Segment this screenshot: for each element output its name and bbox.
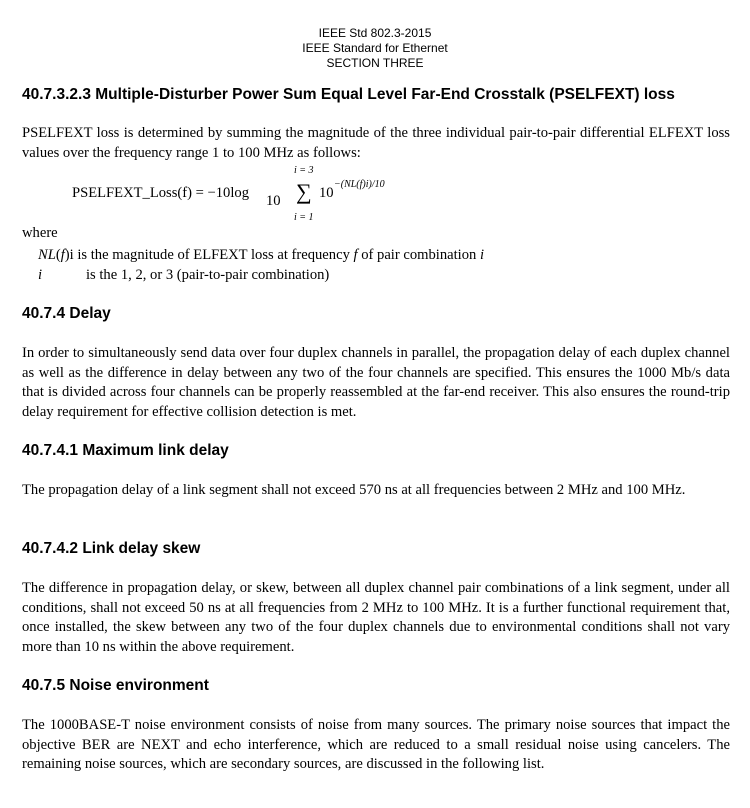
equation-lhs: PSELFEXT_Loss(f) = −10log bbox=[72, 185, 249, 201]
definition-nl: NL(f)i is the magnitude of ELFEXT loss at frequency f of pair combination i bbox=[38, 247, 485, 263]
running-header bbox=[0, 26, 750, 71]
paragraph-link-delay-skew: The difference in propagation delay, or skew, between all duplex channel pair combinations of a link segment, under all conditions, shall not exceed 50 ns at all frequencies from 2 MHz to 100 MHz. It is a further functional requirement that, once installed, the skew between any two of the four duplex channels due to environmental conditions shall not vary more than 10 ns within the above requirement. bbox=[22, 580, 730, 655]
paragraph-pselfext: PSELFEXT loss is determined by summing the magnitude of the three individual pair-to-pair differential ELFEXT loss values over the frequency range 1 to 100 MHz as follows: bbox=[22, 125, 730, 161]
header-standard-title: IEEE Standard for Ethernet bbox=[302, 41, 448, 55]
section-heading-max-link-delay: 40.7.4.1 Maximum link delay bbox=[22, 442, 229, 459]
equation-sum-lower: i = 1 bbox=[294, 212, 314, 223]
equation-power-base: 10 bbox=[319, 185, 334, 201]
equation-sum-upper: i = 3 bbox=[294, 165, 314, 176]
header-section: SECTION THREE bbox=[326, 56, 424, 70]
symbol-i: i bbox=[38, 267, 43, 283]
equation-sigma: ∑ bbox=[296, 179, 312, 204]
equation-exponent: −(NL(f)i)/10 bbox=[334, 179, 385, 190]
paragraph-noise-environment: The 1000BASE-T noise environment consists of noise from many sources. The primary noise sources that impact the objective BER are NEXT and echo interference, which are reduced to a small residual noise using cancelers. The remaining noise sources, which are secondary sources, are discussed in the following list. bbox=[22, 717, 730, 772]
definition-i-text: is the 1, 2, or 3 (pair-to-pair combination) bbox=[86, 267, 330, 283]
symbol-nl: NL bbox=[38, 247, 56, 263]
section-heading-pselfext: 40.7.3.2.3 Multiple-Disturber Power Sum Equal Level Far-End Crosstalk (PSELFEXT) loss bbox=[22, 86, 675, 103]
where-label: where bbox=[22, 225, 58, 241]
paragraph-delay: In order to simultaneously send data over four duplex channels in parallel, the propagation delay of each duplex channel as well as the difference in delay between any two of the four channels are specified. This ensures the 1000 Mb/s data that is divided across four channels can be properly reassembled at the far-end receiver. This also ensures the round-trip delay requirement for effective collision detection is met. bbox=[22, 345, 730, 420]
header-standard-number: IEEE Std 802.3-2015 bbox=[318, 26, 432, 40]
section-heading-delay: 40.7.4 Delay bbox=[22, 305, 111, 322]
equation-log-base: 10 bbox=[266, 193, 281, 209]
section-heading-link-delay-skew: 40.7.4.2 Link delay skew bbox=[22, 540, 201, 557]
section-heading-noise-environment: 40.7.5 Noise environment bbox=[22, 677, 209, 694]
paragraph-max-link-delay: The propagation delay of a link segment shall not exceed 570 ns at all frequencies between 2 MHz and 100 MHz. bbox=[22, 482, 686, 498]
